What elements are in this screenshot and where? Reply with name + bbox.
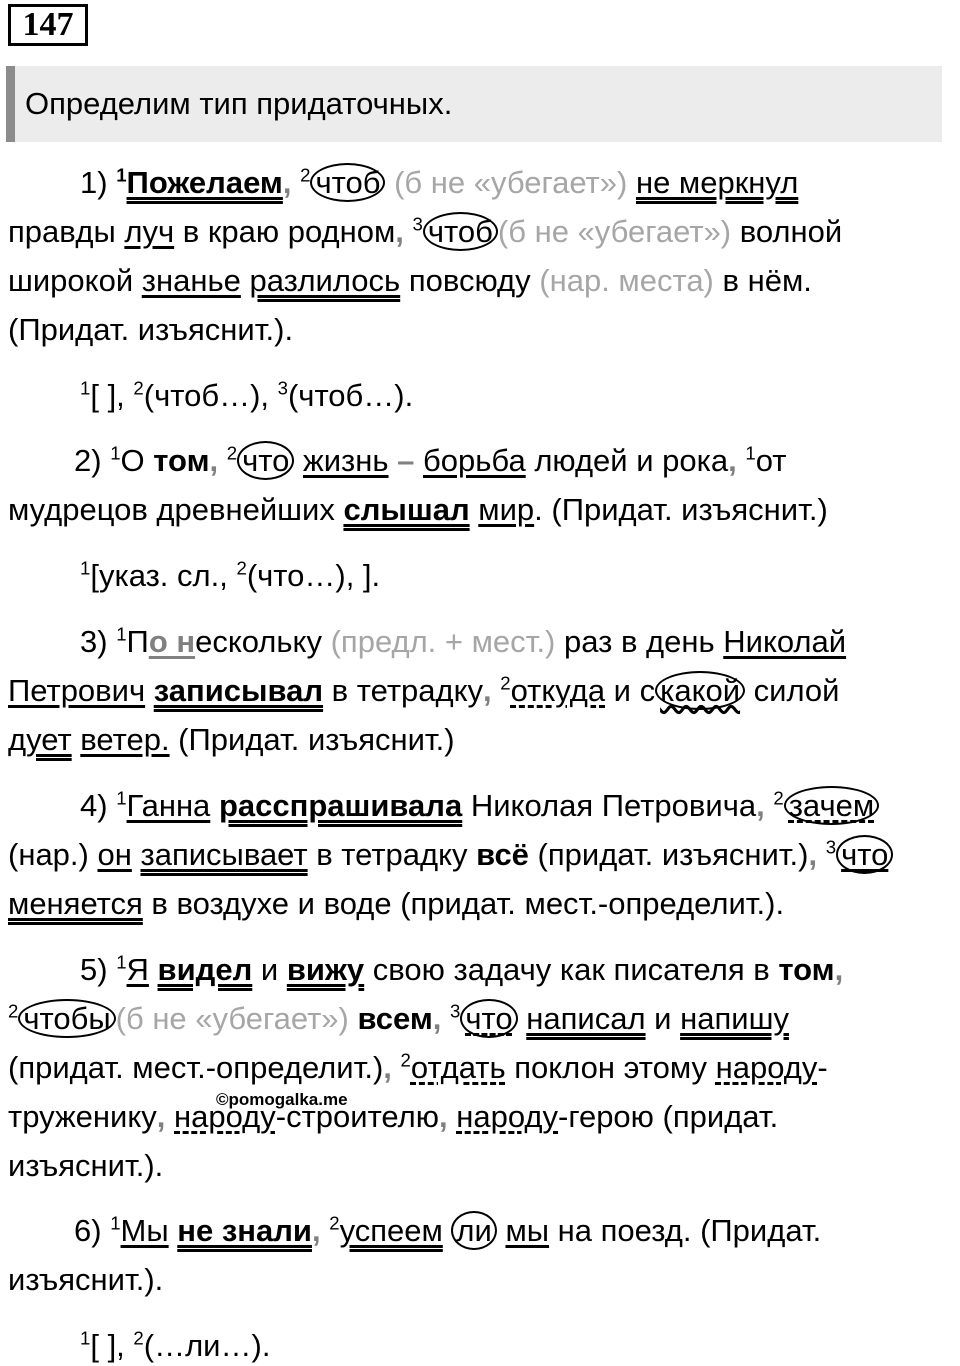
p3-line-2: Петрович записывал в тетрадку, $^2$откуда и с какой силой <box>8 672 840 708</box>
p4-line-3: меняется в воздухе и воде (придат. мест.-определит.). <box>8 886 785 921</box>
p5-line-4: труженику, народу-строителю, народу-герою (придат. <box>8 1099 779 1134</box>
p5-line-2: $^2$ чтобы (б не «убегает») всем, $^3$ что написал и напишу <box>8 1000 789 1036</box>
p2-line-1: 2) $^1$О том, $^2$ что жизнь – борьба людей и рока, $^1$от <box>74 442 787 478</box>
p5-line-1: 5) $^1$Я видел и вижу свою задачу как писателя в том, <box>80 951 844 987</box>
p1-line-2: правды луч в краю родном, $^3$ чтоб (б не «убегает») волной <box>8 213 843 249</box>
p2-line-2: мудрецов древнейших слышал мир. (Придат. изъяснит.) <box>8 492 828 527</box>
p1-line-1: 1) $^1$Пожелаем, $^2$ чтоб (б не «убегает») не меркнул <box>80 164 799 200</box>
p1-line-3: широкой знанье разлилось повсюду (нар. места) в нём. <box>8 263 812 298</box>
p5-line-5: изъяснит.). <box>8 1148 164 1183</box>
p6-scheme: $^1$[ ], $^2$(…ли…). <box>80 1327 271 1363</box>
p6-line-1: 6) $^1$Мы не знали, $^2$успеем ли мы на поезд. (Придат. <box>74 1212 822 1248</box>
p3-line-1: 3) $^1$По нескольку (предл. + мест.) раз в день Николай <box>80 623 847 659</box>
p5-line-3: (придат. мест.-определит.), $^2$отдать поклон этому народу- <box>8 1049 828 1085</box>
union-circle: чтоб <box>423 212 498 251</box>
p2-scheme: $^1$[указ. сл., $^2$(что…), ]. <box>80 557 381 593</box>
p1-scheme: $^1$[ ], $^2$(чтоб…), $^3$(чтоб…). <box>80 377 414 413</box>
watermark: ©pomogalka.me <box>216 1090 348 1109</box>
banner-text: Определим тип придаточных. <box>25 86 453 121</box>
union-circle: чтоб <box>310 163 385 202</box>
p6-line-2: изъяснит.). <box>8 1262 164 1297</box>
section-banner <box>6 66 942 142</box>
p1-line-4: (Придат. изъяснит.). <box>8 312 294 347</box>
p3-line-3: дует ветер. (Придат. изъяснит.) <box>8 722 455 757</box>
task-number: 147 <box>8 4 88 46</box>
p4-line-1: 4) $^1$Ганна расспрашивала Николая Петровича, $^2$ зачем <box>80 786 879 826</box>
p4-line-2: (нар.) он записывает в тетрадку всё (придат. изъяснит.), $^3$ что <box>8 835 893 875</box>
